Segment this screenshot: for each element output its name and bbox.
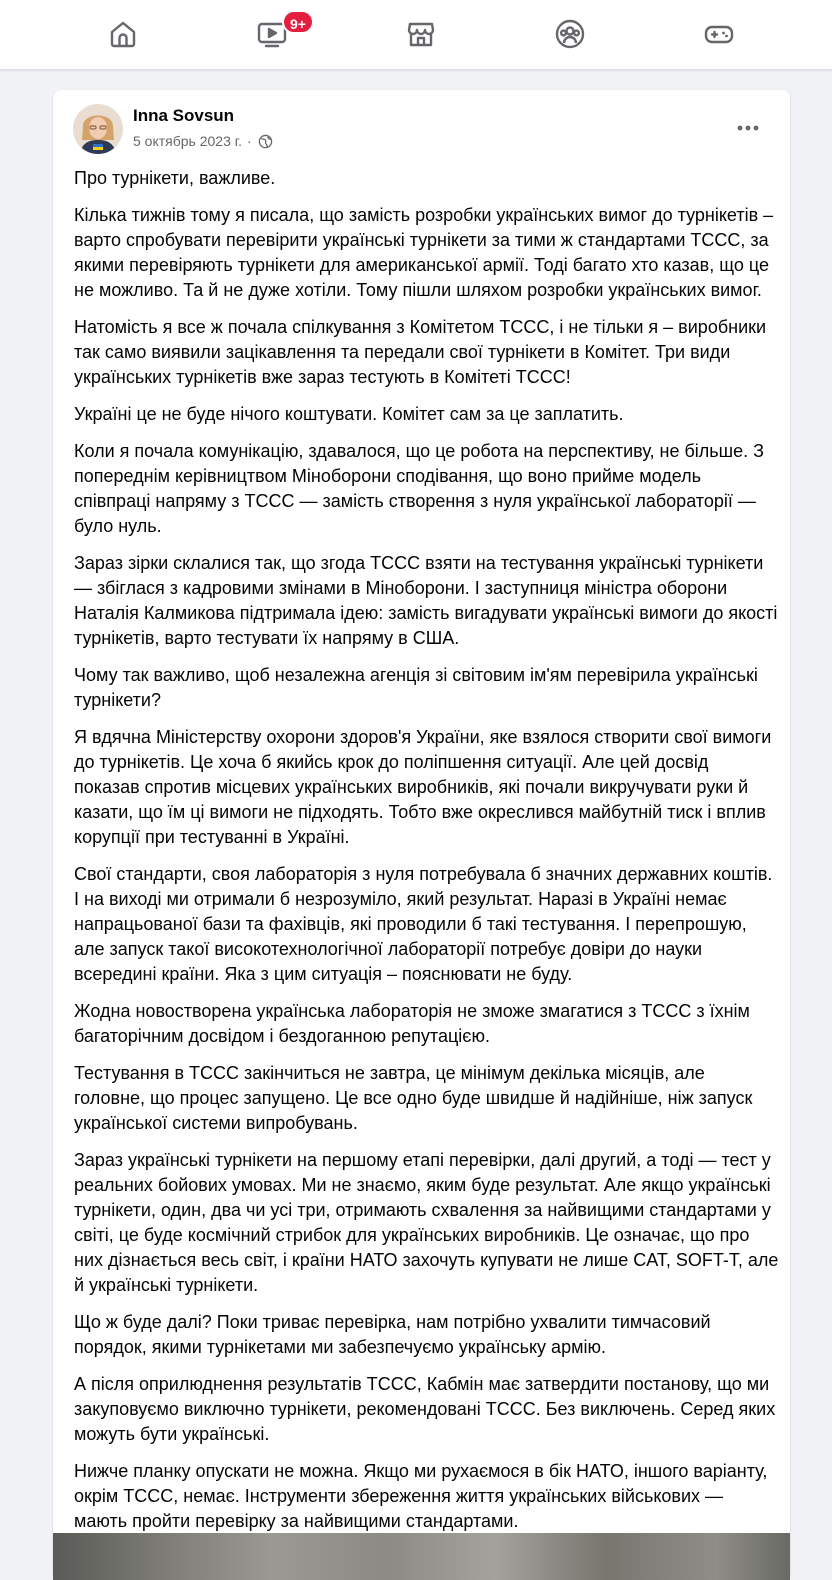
post-author-name[interactable]: Inna Sovsun	[133, 106, 235, 125]
avatar-photo	[73, 104, 123, 154]
post-paragraph: Чому так важливо, щоб незалежна агенція зі світовим ім'ям перевірила українські турнікети?	[74, 665, 758, 710]
author-avatar[interactable]	[73, 104, 123, 154]
post-paragraph: Натомість я все ж почала спілкування з Комітетом TCCC, і не тільки я – виробники так само виявили зацікавлення та передали свої турнікети в Комітет. Три види українських турнікетів вже зараз тестують в Комітеті TCCC!	[74, 317, 767, 387]
nav-groups-button[interactable]	[546, 10, 594, 58]
post-body	[74, 166, 779, 1546]
post-paragraph: Тестування в TCCC закінчиться не завтра, це мінімум декілька місяців, але головне, що процес запущено. Це все одно буде швидше й надійніше, ніж запуск української системи випробувань.	[74, 1063, 753, 1133]
post-date[interactable]: 5 октябрь 2023 г.	[133, 133, 243, 149]
post-paragraph: Свої стандарти, своя лабораторія з нуля потребувала б значних державних коштів. І на виході ми отримали б незрозуміло, який результат. Наразі в Україні немає напрацьованої бази та фахівців, які проводили б такі тестування. І перепрошую, але запуск такої високотехнологічної лабораторії потребує довіри до науки всередині країни. Яка з цим ситуація – пояснювати не буду.	[74, 864, 773, 984]
post-options-button[interactable]	[734, 114, 762, 142]
post-image[interactable]	[53, 1533, 790, 1580]
top-navigation-bar	[0, 0, 832, 70]
post-card	[53, 90, 790, 1580]
post-paragraph: Коли я почала комунікацію, здавалося, що це робота на перспективу, не більше. З попереднім керівництвом Міноборони сподівання, що воно прийме модель співпраці напряму з TCCC — замість створення з нуля української лабораторії — було нуль.	[74, 441, 765, 536]
home-icon	[107, 18, 139, 50]
post-paragraph: Кілька тижнів тому я писала, що замість розробки українських вимог до турнікетів – варто спробувати перевірити українські турнікети за тими ж стандартами TCCC, за якими перевіряють турнікети для американської армії. Тоді багато хто казав, що це не можливо. Та й не дуже хотіли. Тому пішли шляхом розробки українських вимог.	[74, 205, 774, 300]
nav-home-button[interactable]	[99, 10, 147, 58]
post-paragraph: Нижче планку опускати не можна. Якщо ми рухаємося в бік НАТО, іншого варіанту, окрім TCCC, немає. Інструменти збереження життя українських військових — мають пройти перевірку за найвищими стандартами.	[74, 1461, 768, 1531]
post-meta	[133, 133, 273, 149]
post-paragraph: Про турнікети, важливе.	[74, 168, 276, 188]
more-options-icon	[737, 125, 759, 131]
post-paragraph: Зараз українські турнікети на першому етапі перевірки, далі другий, а тоді — тест у реальних бойових умовах. Ми не знаємо, яким буде результат. Але якщо українські турнікети, один, два чи усі три, отримають схвалення за найвищими стандартами у світі, це буде космічний стрибок для українських виробників. Це означає, що про них дізнається весь світ, і країни НАТО захочуть купувати не лише CAT, SOFT-T, але й українські турнікети.	[74, 1150, 779, 1295]
post-paragraph: Зараз зірки склалися так, що згода TCCC взяти на тестування українські турнікети — збіглася з кадровими змінами в Міноборони. І заступниця міністра оборони Наталія Калмикова підтримала ідею: замість вигадувати українські вимоги до якості турнікетів, варто тестувати їх напряму в США.	[74, 553, 778, 648]
nav-marketplace-button[interactable]	[397, 10, 445, 58]
globe-icon	[258, 134, 273, 149]
meta-separator: ·	[247, 133, 252, 149]
post-paragraph: Україні це не буде нічого коштувати. Комітет сам за це заплатить.	[74, 404, 624, 424]
post-paragraph: Я вдячна Міністерству охорони здоров'я України, яке взялося створити свої вимоги до турнікетів. Це хоча б якийсь крок до поліпшення ситуації. Але цей досвід показав спротив місцевих українських виробників, які почали викручувати руки й казати, що їм ці вимоги не підходять. Тобто вже окреслився майбутній тиск і вплив корупції при тестуванні в Україні.	[74, 727, 772, 847]
store-icon	[405, 18, 437, 50]
post-paragraph: Жодна новостворена українська лабораторія не зможе змагатися з TCCC з їхнім багаторічним досвідом і бездоганною репутацією.	[74, 1001, 750, 1046]
nav-gaming-button[interactable]	[695, 10, 743, 58]
gamepad-icon	[703, 18, 735, 50]
watch-notification-badge: 9+	[282, 10, 314, 34]
post-paragraph: А після оприлюднення результатів TCCC, Кабмін має затвердити постанову, що ми закуповуємо виключно турнікети, рекомендовані TCCC. Без виключень. Серед яких можуть бути українські.	[74, 1374, 776, 1444]
groups-icon	[554, 18, 586, 50]
post-paragraph: Що ж буде далі? Поки триває перевірка, нам потрібно ухвалити тимчасовий порядок, якими турнікетами ми забезпечуємо українську армію.	[74, 1312, 711, 1357]
